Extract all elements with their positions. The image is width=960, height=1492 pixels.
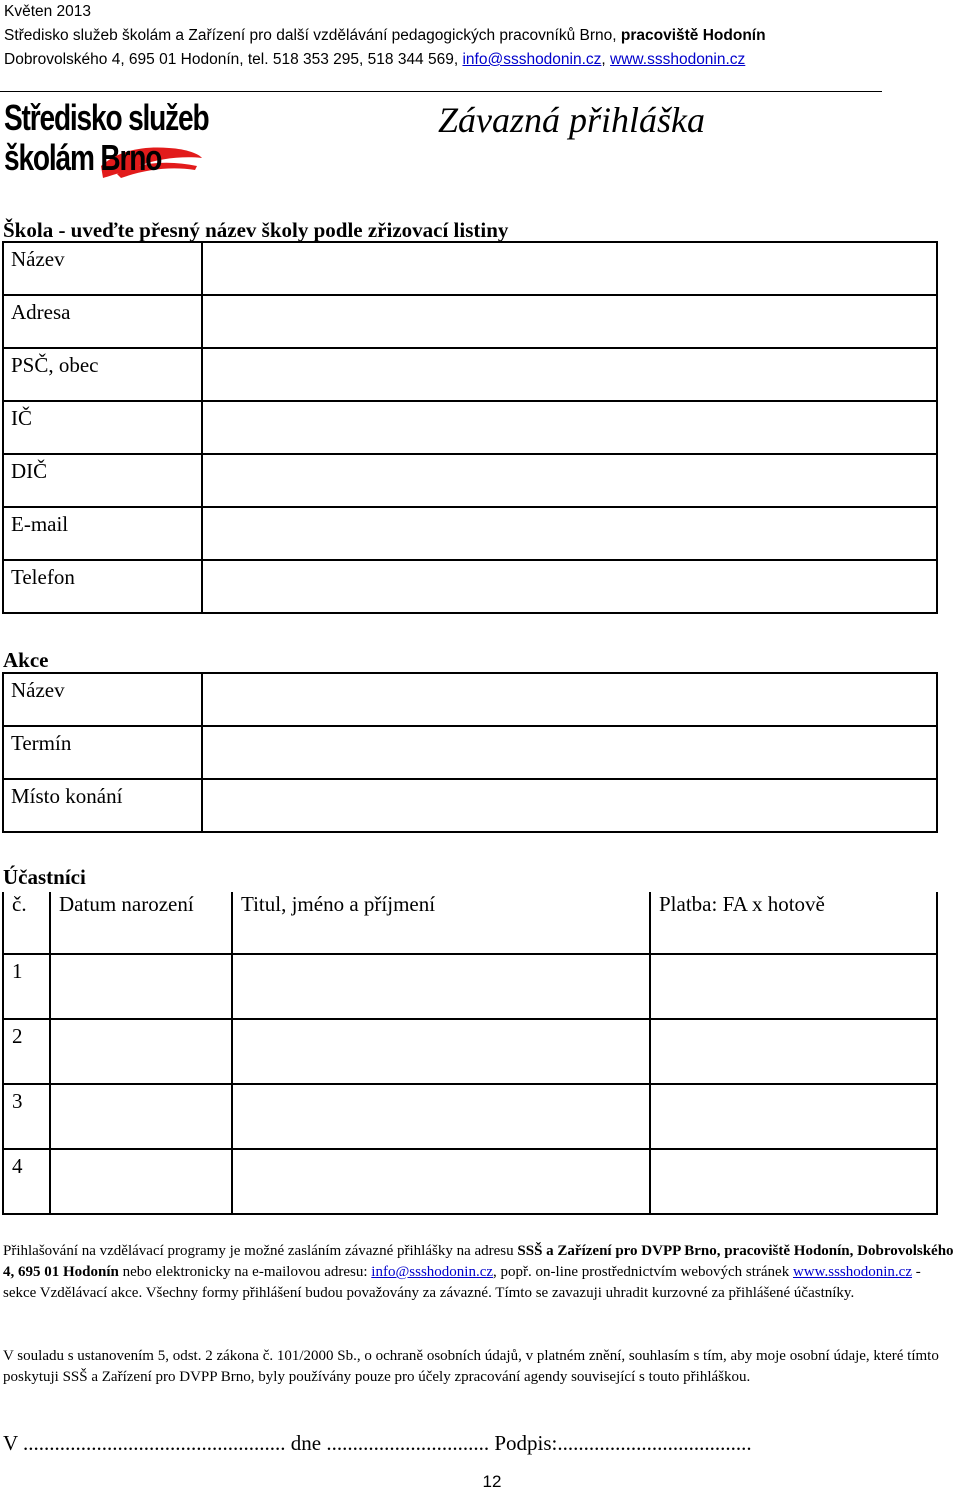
birthdate-input[interactable] bbox=[50, 954, 232, 1019]
event-field-label: Termín bbox=[3, 726, 202, 779]
col-payment: Platba: FA x hotově bbox=[650, 892, 937, 954]
school-field-label: PSČ, obec bbox=[3, 348, 202, 401]
page-number: 12 bbox=[482, 1472, 502, 1491]
school-name-input[interactable] bbox=[202, 242, 937, 295]
form-title: Závazná přihláška bbox=[438, 100, 706, 140]
note-email-link[interactable]: info@ssshodonin.cz bbox=[371, 1264, 494, 1280]
event-table bbox=[2, 672, 938, 833]
school-row bbox=[3, 454, 937, 507]
participant-number: 4 bbox=[3, 1149, 50, 1214]
school-field-label: IČ bbox=[3, 401, 202, 454]
school-phone-input[interactable] bbox=[202, 560, 937, 613]
school-field-label: Adresa bbox=[3, 295, 202, 348]
school-field-label: DIČ bbox=[3, 454, 202, 507]
school-row bbox=[3, 401, 937, 454]
payment-input[interactable] bbox=[650, 1019, 937, 1084]
participant-row bbox=[3, 1149, 937, 1214]
note-text-1: Přihlašování na vzdělávací programy je možné zasláním závazné přihlášky na adresu bbox=[3, 1243, 518, 1259]
signature-line[interactable]: V .................................................. dne ............................... Podpis:..................................... bbox=[3, 1431, 752, 1455]
header-email-link[interactable]: info@ssshodonin.cz bbox=[462, 51, 602, 68]
event-name-input[interactable] bbox=[202, 673, 937, 726]
header-address: Dobrovolského 4, 695 01 Hodonín, tel. 518 353 295, 518 344 569, bbox=[4, 51, 463, 68]
note-text-3: , popř. on-line prostřednictvím webových stránek bbox=[493, 1264, 793, 1280]
participant-row bbox=[3, 1084, 937, 1149]
event-field-label: Místo konání bbox=[3, 779, 202, 832]
note-address: SSŠ a Zařízení pro DVPP Brno, pracoviště Hodonín, Dobrovolského 4, 695 01 Hodonín bbox=[3, 1243, 954, 1280]
col-number: č. bbox=[3, 892, 50, 954]
participant-number: 3 bbox=[3, 1084, 50, 1149]
full-name-input[interactable] bbox=[232, 1149, 650, 1214]
note-text-4: - sekce Vzdělávací akce. Všechny formy přihlášení budou považovány za závazné. Tímto se zavazuji uhradit kurzovné za přihlášené účastníky. bbox=[3, 1264, 921, 1301]
school-zip-city-input[interactable] bbox=[202, 348, 937, 401]
header-separator: , bbox=[601, 51, 611, 68]
school-row bbox=[3, 295, 937, 348]
school-field-label: E-mail bbox=[3, 507, 202, 560]
school-field-label: Telefon bbox=[3, 560, 202, 613]
school-row bbox=[3, 560, 937, 613]
event-heading: Akce bbox=[3, 648, 49, 672]
event-field-label: Název bbox=[3, 673, 202, 726]
logo-line-2: školám Brno bbox=[4, 137, 162, 178]
participant-row bbox=[3, 1019, 937, 1084]
header-date: Květen 2013 bbox=[4, 3, 92, 20]
header-organization bbox=[4, 24, 766, 48]
participant-number: 1 bbox=[3, 954, 50, 1019]
school-dic-input[interactable] bbox=[202, 454, 937, 507]
event-date-input[interactable] bbox=[202, 726, 937, 779]
school-ic-input[interactable] bbox=[202, 401, 937, 454]
logo-line-1: Středisko služeb bbox=[4, 97, 209, 138]
full-name-input[interactable] bbox=[232, 1019, 650, 1084]
data-protection-consent: V souladu s ustanovením 5, odst. 2 zákona č. 101/2000 Sb., o ochraně osobních údajů, v platném znění, souhlasím s tím, aby moje osobní údaje, které tímto poskytuji SSŠ a Zařízení pro DVPP Brno, byly používány pouze pro účely zpracování agendy související s touto přihláškou. bbox=[3, 1348, 939, 1385]
participants-header-row bbox=[3, 892, 937, 954]
event-venue-input[interactable] bbox=[202, 779, 937, 832]
school-address-input[interactable] bbox=[202, 295, 937, 348]
birthdate-input[interactable] bbox=[50, 1019, 232, 1084]
school-table bbox=[2, 241, 938, 614]
participant-row bbox=[3, 954, 937, 1019]
payment-input[interactable] bbox=[650, 954, 937, 1019]
school-row bbox=[3, 348, 937, 401]
birthdate-input[interactable] bbox=[50, 1084, 232, 1149]
full-name-input[interactable] bbox=[232, 954, 650, 1019]
event-row bbox=[3, 726, 937, 779]
col-name: Titul, jméno a příjmení bbox=[232, 892, 650, 954]
school-email-input[interactable] bbox=[202, 507, 937, 560]
org-name: Středisko služeb školám a Zařízení pro další vzdělávání pedagogických pracovníků Brno, bbox=[4, 27, 621, 44]
payment-input[interactable] bbox=[650, 1084, 937, 1149]
participants-table bbox=[2, 892, 938, 1215]
school-row bbox=[3, 507, 937, 560]
header-web-link[interactable]: www.ssshodonin.cz bbox=[610, 51, 746, 68]
school-field-label: Název bbox=[3, 242, 202, 295]
birthdate-input[interactable] bbox=[50, 1149, 232, 1214]
registration-note bbox=[3, 1241, 957, 1304]
full-name-input[interactable] bbox=[232, 1084, 650, 1149]
col-birthdate: Datum narození bbox=[50, 892, 232, 954]
participant-number: 2 bbox=[3, 1019, 50, 1084]
page-header bbox=[4, 0, 766, 72]
payment-input[interactable] bbox=[650, 1149, 937, 1214]
note-text-2: nebo elektronicky na e-mailovou adresu: bbox=[118, 1264, 372, 1280]
participants-heading: Účastníci bbox=[3, 865, 86, 889]
logo bbox=[4, 97, 209, 182]
school-heading: Škola - uveďte přesný název školy podle zřizovací listiny bbox=[3, 218, 509, 242]
school-row bbox=[3, 242, 937, 295]
header-contact bbox=[4, 48, 766, 72]
event-row bbox=[3, 673, 937, 726]
note-web-link[interactable]: www.ssshodonin.cz bbox=[792, 1264, 912, 1280]
event-row bbox=[3, 779, 937, 832]
header-divider bbox=[0, 91, 882, 92]
org-branch: pracoviště Hodonín bbox=[620, 27, 766, 44]
